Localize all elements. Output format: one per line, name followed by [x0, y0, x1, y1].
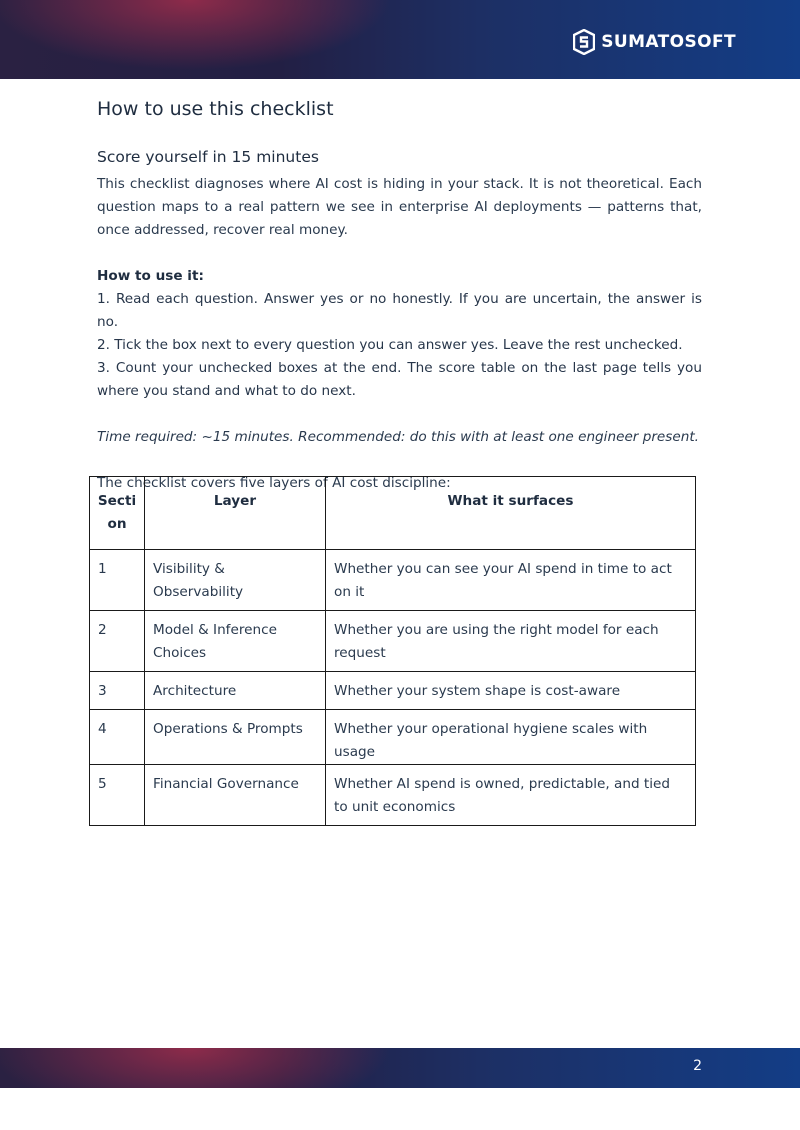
cell-surfaces: Whether you can see your AI spend in time to act on it: [326, 550, 696, 611]
step-item-3: 3. Count your unchecked boxes at the end. The score table on the last page tells you where you stand and what to do next.: [97, 360, 702, 399]
column-header-surfaces: What it surfaces: [326, 477, 696, 550]
cell-layer: Visibility & Observability: [145, 550, 326, 611]
sumatosoft-s-shield-icon: [573, 29, 595, 55]
cell-surfaces: Whether AI spend is owned, predictable, and tied to unit economics: [326, 765, 696, 826]
cell-section: 5: [90, 765, 145, 826]
table-row: [90, 611, 696, 672]
brand-name: SUMATOSOFT: [601, 32, 736, 52]
header-band: [0, 0, 800, 79]
table-header-row: [90, 477, 696, 550]
cell-section: 2: [90, 611, 145, 672]
column-header-section: Section: [90, 477, 145, 550]
cell-surfaces: Whether your system shape is cost-aware: [326, 672, 696, 710]
how-to-heading: How to use it:: [97, 268, 204, 284]
page-number: 2: [693, 1058, 702, 1074]
cell-section: 3: [90, 672, 145, 710]
cell-layer: Model & Inference Choices: [145, 611, 326, 672]
cell-surfaces: Whether you are using the right model for each request: [326, 611, 696, 672]
layers-table: [89, 476, 696, 826]
section-subtitle: Score yourself in 15 minutes: [97, 148, 319, 166]
steps-list: [97, 288, 702, 403]
cell-layer: Financial Governance: [145, 765, 326, 826]
intro-paragraph: This checklist diagnoses where AI cost is hiding in your stack. It is not theoretical. Each question maps to a real pattern we see in enterprise AI deployments — patterns that, once addressed, recover real money.: [97, 176, 702, 238]
step-item-2: 2. Tick the box next to every question you can answer yes. Leave the rest unchecked.: [97, 337, 683, 353]
brand-logo: [573, 29, 736, 55]
page-title: How to use this checklist: [97, 98, 334, 120]
cell-section: 1: [90, 550, 145, 611]
page-content: [97, 96, 702, 495]
covers-text: The checklist covers five layers of AI cost discipline:: [97, 475, 451, 491]
footer-band: [0, 1048, 800, 1088]
cell-layer: Architecture: [145, 672, 326, 710]
step-item-1: 1. Read each question. Answer yes or no honestly. If you are uncertain, the answer is no.: [97, 291, 702, 330]
cell-section: 4: [90, 710, 145, 765]
column-header-layer: Layer: [145, 477, 326, 550]
cell-layer: Operations & Prompts: [145, 710, 326, 765]
table-row: [90, 672, 696, 710]
table-row: [90, 710, 696, 765]
time-note: Time required: ~15 minutes. Recommended: do this with at least one engineer present.: [97, 429, 700, 445]
table-row: [90, 765, 696, 826]
table-row: [90, 550, 696, 611]
cell-surfaces: Whether your operational hygiene scales with usage: [326, 710, 696, 765]
